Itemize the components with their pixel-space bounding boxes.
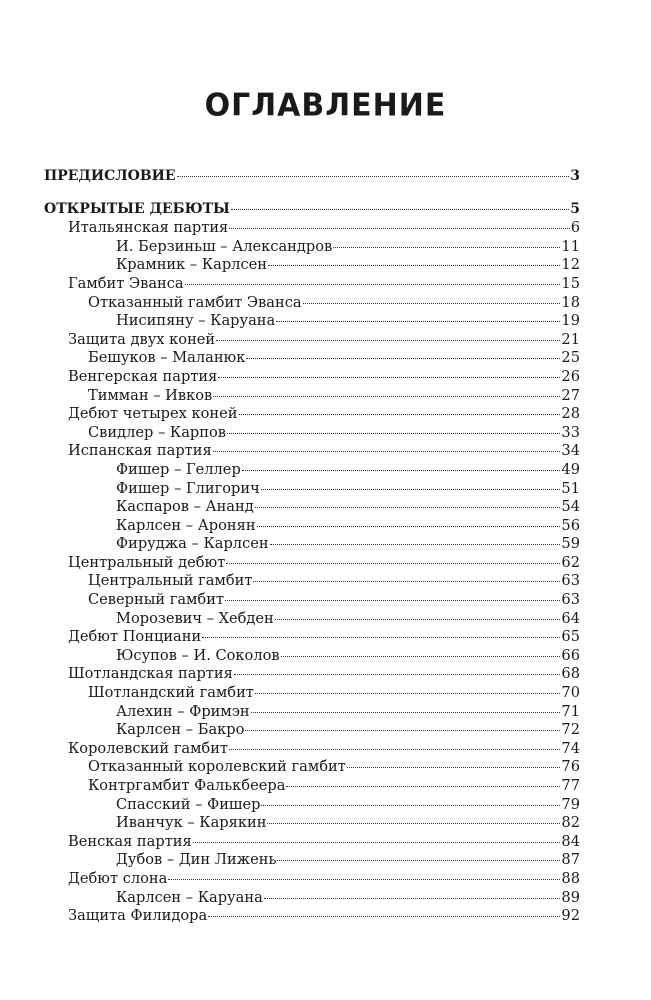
dot-leader [347, 767, 561, 768]
page-title: ОГЛАВЛЕНИЕ [204, 87, 447, 124]
toc-entry-title: Спасский – Фишер [116, 795, 261, 813]
dot-leader [208, 916, 560, 917]
toc-entry [44, 219, 580, 238]
toc-entry [44, 405, 580, 424]
dot-leader [231, 209, 569, 210]
toc-entry-page-number: 27 [561, 386, 580, 404]
toc-entry-title: И. Берзиньш – Александров [116, 237, 333, 255]
toc-entry-page-number: 82 [561, 814, 580, 832]
toc-entry-page-number: 49 [561, 460, 580, 478]
toc-entry-title: Морозевич – Хебден [116, 609, 274, 627]
toc-entry [44, 851, 580, 870]
toc-entry-page-number: 25 [561, 349, 580, 367]
toc-entry [44, 424, 580, 443]
dot-leader [333, 247, 560, 248]
toc-entry [44, 777, 580, 796]
toc-entry [44, 294, 580, 313]
toc-entry [44, 349, 580, 368]
dot-leader [255, 693, 561, 694]
dot-leader [261, 489, 561, 490]
toc-entry [44, 498, 580, 517]
toc-entry-title: Фируджа – Карлсен [116, 535, 269, 553]
toc-entry-page-number: 18 [561, 293, 580, 311]
toc-entry-title: Дубов – Дин Лижень [116, 851, 277, 869]
dot-leader [253, 581, 560, 582]
toc-entry-title: Каспаров – Ананд [116, 498, 254, 516]
dot-leader [225, 600, 560, 601]
toc-entry-title: Венская партия [68, 832, 192, 850]
dot-leader [261, 805, 560, 806]
toc-entry [44, 628, 580, 647]
dot-leader [267, 823, 560, 824]
toc-entry [44, 721, 580, 740]
dot-leader [216, 340, 560, 341]
toc-entry-title: Юсупов – И. Соколов [116, 646, 280, 664]
toc-entry [44, 368, 580, 387]
toc-entry-page-number: 51 [561, 479, 580, 497]
toc-entry-title: Контргамбит Фалькбеера [88, 777, 286, 794]
toc-entry-page-number: 76 [561, 758, 580, 776]
toc-entry-title: Отказанный королевский гамбит [88, 758, 346, 776]
toc-entry-page-number: 28 [561, 405, 580, 423]
dot-leader [276, 321, 560, 322]
toc-entry-page-number: 63 [561, 572, 580, 590]
toc-entry-page-number: 59 [561, 535, 580, 553]
toc-entry-title: Карлсен – Каруана [116, 888, 263, 906]
dot-leader [234, 674, 561, 675]
toc-entry-title: Защита Филидора [68, 907, 208, 925]
toc-entry [44, 814, 580, 833]
toc-entry-title: Дебют слона [68, 869, 168, 887]
toc-entry-title: Северный гамбит [88, 591, 224, 609]
toc-entry-title: Итальянская партия [68, 219, 229, 237]
toc-entry-page-number: 74 [561, 739, 580, 757]
toc-entry-title: Карлсен – Аронян [116, 516, 256, 534]
toc-entry [44, 256, 580, 275]
toc-entry [44, 907, 580, 926]
toc-entry-page-number: 11 [561, 237, 580, 255]
dot-leader [227, 433, 560, 434]
dot-leader [277, 860, 560, 861]
dot-leader [229, 228, 569, 229]
toc-entry-page-number: 84 [561, 832, 580, 850]
dot-leader [246, 358, 560, 359]
toc-entry [44, 168, 580, 187]
toc-entry [44, 665, 580, 684]
toc-entry-title: Шотландский гамбит [88, 684, 254, 702]
toc-entry-title: Бешуков – Маланюк [88, 349, 246, 367]
toc-entry [44, 591, 580, 610]
toc-entry-title: Нисипяну – Каруана [116, 312, 276, 330]
toc-entry-page-number: 65 [561, 628, 580, 646]
dot-leader [257, 526, 561, 527]
toc-entry-page-number: 71 [561, 702, 580, 720]
toc-entry [44, 442, 580, 461]
toc-entry-page-number: 68 [561, 665, 580, 683]
dot-leader [275, 619, 561, 620]
dot-leader [185, 284, 561, 285]
dot-leader [239, 414, 561, 415]
dot-leader [255, 507, 561, 508]
dot-leader [268, 265, 560, 266]
toc-entry-page-number: 26 [561, 367, 580, 385]
toc-entry-page-number: 87 [561, 851, 580, 869]
dot-leader [218, 377, 560, 378]
toc-entry [44, 331, 580, 350]
toc-entry-title: Центральный гамбит [88, 572, 253, 590]
toc-entry [44, 833, 580, 852]
dot-leader [213, 396, 560, 397]
toc-entry-title: Карлсен – Бакро [116, 721, 245, 739]
toc-entry-page-number: 88 [561, 869, 580, 887]
toc-entry [44, 889, 580, 908]
toc-entry-page-number: 62 [561, 553, 580, 571]
toc-entry-page-number: 79 [561, 795, 580, 813]
toc-entry-page-number: 5 [570, 200, 580, 217]
toc-entry [44, 387, 580, 406]
toc-entry-title: ПРЕДИСЛОВИЕ [44, 168, 176, 184]
toc-entry-title: Алехин – Фримэн [116, 702, 250, 720]
toc-entry-title: Крамник – Карлсен [116, 256, 267, 274]
toc-entry [44, 554, 580, 573]
toc-entry-title: Фишер – Глигорич [116, 479, 260, 497]
toc-entry-title: ОТКРЫТЫЕ ДЕБЮТЫ [44, 200, 230, 217]
toc-entry-page-number: 12 [561, 256, 580, 274]
table-of-contents [44, 168, 580, 926]
toc-entry-title: Фишер – Геллер [116, 460, 241, 478]
dot-leader [168, 879, 560, 880]
toc-entry-page-number: 21 [561, 330, 580, 348]
dot-leader [202, 637, 560, 638]
dot-leader [213, 451, 561, 452]
toc-entry-title: Шотландская партия [68, 665, 233, 683]
toc-entry-title: Королевский гамбит [68, 739, 229, 757]
toc-entry-page-number: 33 [561, 423, 580, 441]
toc-entry [44, 312, 580, 331]
dot-leader [264, 898, 561, 899]
toc-entry [44, 201, 580, 220]
toc-entry-title: Центральный дебют [68, 553, 226, 571]
toc-entry-title: Дебют четырех коней [68, 405, 238, 423]
toc-entry-title: Венгерская партия [68, 367, 218, 385]
toc-entry-page-number: 77 [561, 777, 580, 794]
toc-entry-page-number: 70 [561, 684, 580, 702]
dot-leader [286, 786, 560, 787]
toc-entry-page-number: 34 [561, 442, 580, 460]
toc-entry [44, 572, 580, 591]
toc-entry-page-number: 89 [561, 888, 580, 906]
toc-entry-title: Дебют Понциани [68, 628, 202, 646]
dot-leader [251, 712, 561, 713]
toc-entry [44, 610, 580, 629]
toc-entry-page-number: 92 [561, 907, 580, 925]
dot-leader [270, 544, 561, 545]
toc-entry-page-number: 6 [570, 219, 580, 237]
toc-entry-title: Гамбит Эванса [68, 274, 184, 292]
toc-entry-title: Защита двух коней [68, 330, 216, 348]
toc-entry [44, 740, 580, 759]
dot-leader [177, 176, 570, 177]
dot-leader [303, 303, 561, 304]
toc-entry-page-number: 63 [561, 591, 580, 609]
toc-entry [44, 758, 580, 777]
toc-entry [44, 238, 580, 257]
toc-entry-page-number: 64 [561, 609, 580, 627]
toc-entry-page-number: 54 [561, 498, 580, 516]
toc-entry-title: Испанская партия [68, 442, 212, 460]
dot-leader [229, 749, 560, 750]
toc-entry [44, 535, 580, 554]
toc-entry [44, 703, 580, 722]
toc-entry [44, 870, 580, 889]
toc-entry-page-number: 66 [561, 646, 580, 664]
toc-entry-title: Свидлер – Карпов [88, 423, 226, 441]
toc-entry-title: Иванчук – Карякин [116, 814, 267, 832]
toc-entry [44, 461, 580, 480]
toc-entry [44, 275, 580, 294]
toc-entry-title: Отказанный гамбит Эванса [88, 293, 302, 311]
dot-leader [193, 842, 561, 843]
toc-entry [44, 517, 580, 536]
dot-leader [245, 730, 560, 731]
toc-entry [44, 480, 580, 499]
toc-entry [44, 796, 580, 815]
dot-leader [281, 656, 561, 657]
toc-entry-page-number: 15 [561, 274, 580, 292]
toc-entry-page-number: 3 [570, 168, 580, 184]
toc-entry-title: Тимман – Ивков [88, 386, 213, 404]
toc-entry-page-number: 19 [561, 312, 580, 330]
toc-entry [44, 647, 580, 666]
toc-entry [44, 684, 580, 703]
toc-entry-page-number: 56 [561, 516, 580, 534]
dot-leader [242, 470, 561, 471]
dot-leader [226, 563, 560, 564]
toc-entry-page-number: 72 [561, 721, 580, 739]
